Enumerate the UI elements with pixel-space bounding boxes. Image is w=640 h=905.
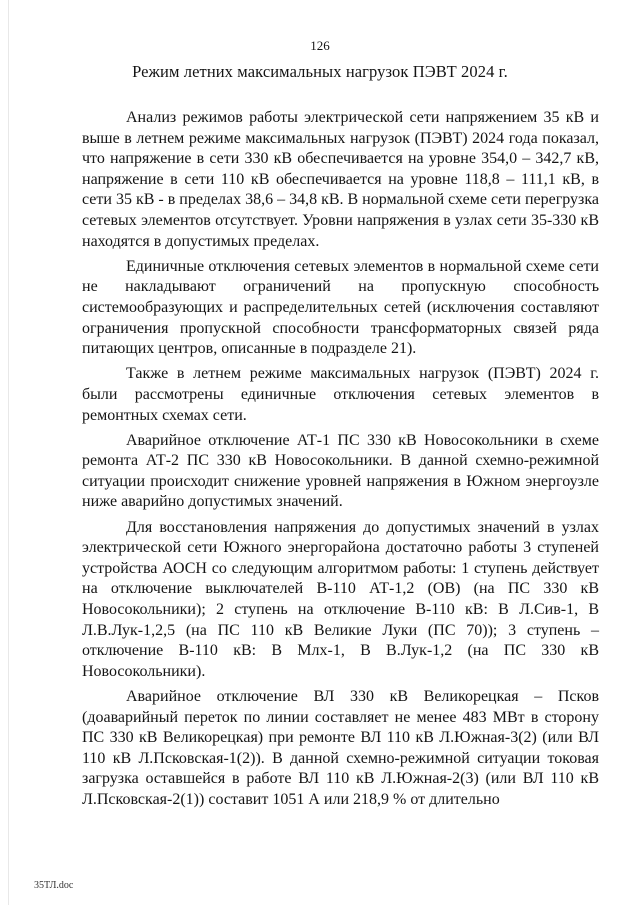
paragraph-single-outages: Единичные отключения сетевых элементов в нормальной схеме сети не накладывают ограничений на пропускную способность системообразующих и распределительных сетей (исключения составляют ограничения пропускной способности трансформаторных связей ряда питающих центров, описанные в подразделе 21).	[82, 257, 599, 358]
paragraph-at1-outage: Аварийное отключение АТ-1 ПС 330 кВ Новосокольники в схеме ремонта АТ-2 ПС 330 кВ Новосокольники. В данной схемно-режимной ситуации происходит снижение уровней напряжения в Южном энергоузле ниже аварийно допустимых значений.	[82, 431, 599, 511]
page-number: 126	[310, 38, 330, 53]
paragraph-repair-schemes: Также в летнем режиме максимальных нагрузок (ПЭВТ) 2024 г. были рассмотрены единичные отключения сетевых элементов в ремонтных схемах сети.	[82, 365, 599, 424]
footer-filename: 35ТЛ.doc	[34, 880, 74, 891]
body-text	[82, 108, 599, 815]
paragraph-aosn-algorithm: Для восстановления напряжения до допустимых значений в узлах электрической сети Южного энергорайона достаточно работы 3 ступеней устройства АОСН со следующим алгоритмом работы: 1 ступень действует на отключение выключателей В-110 АТ-1,2 (ОВ) (на ПС 330 кВ Новосокольники); 2 ступень на отключение В-110 кВ: В Л.Сив-1, В Л.В.Лук-1,2,5 (на ПС 110 кВ Великие Луки (ПС 70)); 3 ступень – отключение В-110 кВ: В Млх-1, В В.Лук-1,2 (на ПС 330 кВ Новосокольники).	[82, 518, 599, 680]
paragraph-vl330-outage: Аварийное отключение ВЛ 330 кВ Великорецкая – Псков (доаварийный переток по линии составляет не менее 483 МВт в сторону ПС 330 кВ Великорецкая) при ремонте ВЛ 110 кВ Л.Южная-3(2) (или ВЛ 110 кВ Л.Псковская-1(2)). В данной схемно-режимной ситуации токовая загрузка оставшейся в работе ВЛ 110 кВ Л.Южная-2(3) (или ВЛ 110 кВ Л.Псковская-2(1)) составит 1051 А или 218,9 % от длительно	[82, 688, 599, 808]
paragraph-voltage-analysis: Анализ режимов работы электрической сети напряжением 35 кВ и выше в летнем режиме максимальных нагрузок (ПЭВТ) 2024 года показал, что напряжение в сети 330 кВ обеспечивается на уровне 354,0 – 342,7 кВ, напряжение в сети 110 кВ обеспечивается на уровне 118,8 – 111,1 кВ, в сети 35 кВ - в пределах 38,6 – 34,8 кВ. В нормальной схеме сети перегрузка сетевых элементов отсутствует. Уровни напряжения в узлах сети 35-330 кВ находятся в допустимых пределах.	[82, 109, 600, 250]
section-title: Режим летних максимальных нагрузок ПЭВТ 2024 г.	[132, 62, 508, 81]
scan-edge	[8, 0, 9, 905]
